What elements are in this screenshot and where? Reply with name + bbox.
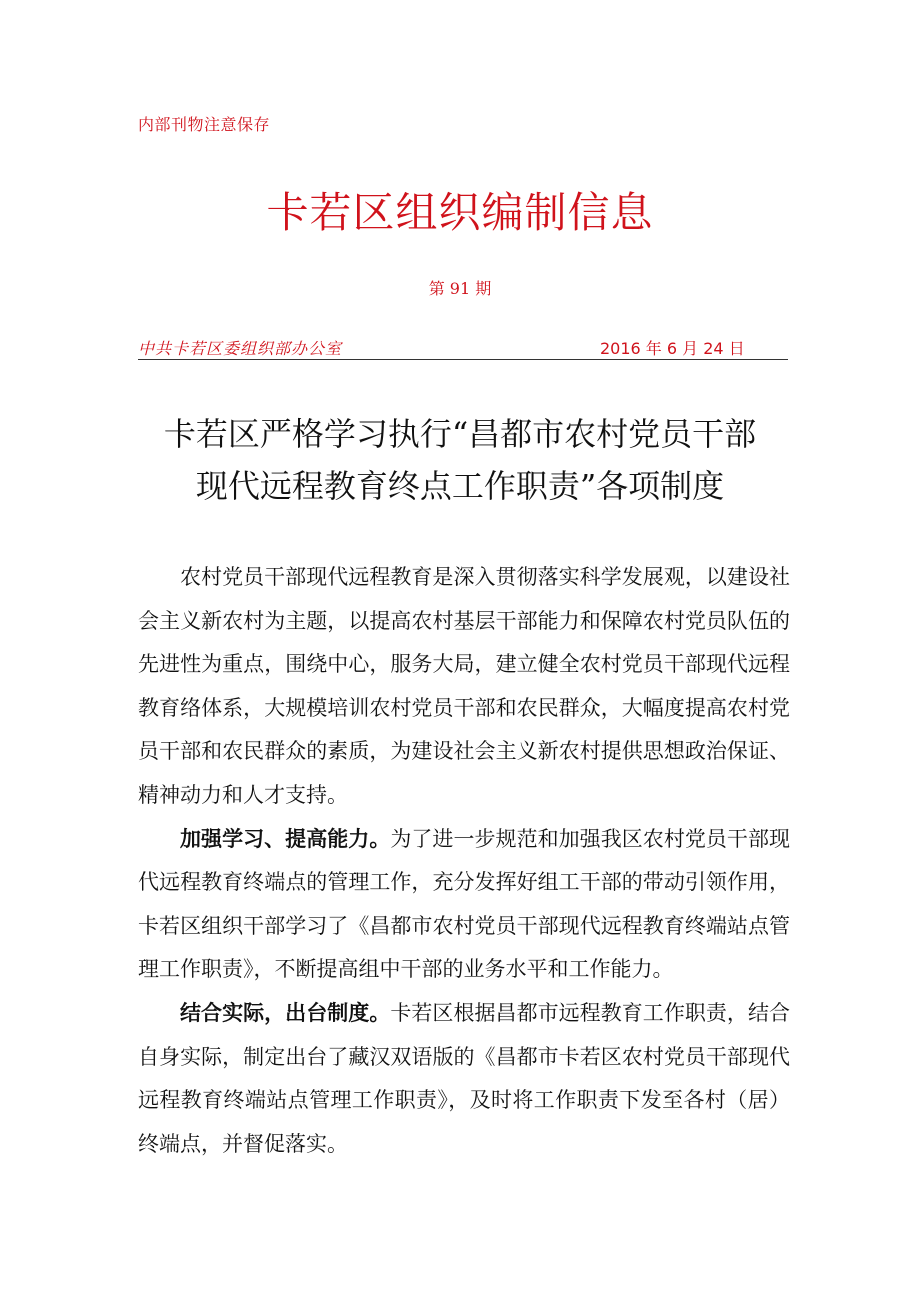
publisher-line <box>138 336 788 360</box>
publication-masthead: 卡若区组织编制信息 <box>266 188 654 237</box>
paragraph <box>138 556 790 818</box>
article-title-line-2: 现代远程教育终点工作职责”各项制度 <box>195 467 725 505</box>
paragraph-text: 农村党员干部现代远程教育是深入贯彻落实科学发展观，以建设社会主义新农村为主题，以提高农村基层干部能力和保障农村党员队伍的先进性为重点，围绕中心，服务大局，建立健全农村党员干部现代远程教育络体系，大规模培训农村党员干部和农民群众，大幅度提高农村党员干部和农民群众的素质，为建设社会主义新农村提供思想政治保证、精神动力和人才支持。 <box>138 565 790 807</box>
publisher-name: 中共卡若区委组织部办公室 <box>138 339 343 358</box>
article-title <box>120 408 800 512</box>
article-body <box>138 556 790 1166</box>
paragraph <box>138 992 790 1166</box>
header-divider <box>138 359 788 360</box>
issue-number: 第 91 期 <box>428 279 492 298</box>
paragraph-text: 卡若区根据昌都市远程教育工作职责，结合自身实际，制定出台了藏汉双语版的《昌都市卡若区农村党员干部现代远程教育终端站点管理工作职责》，及时将工作职责下发至各村（居）终端点，并督促落实。 <box>138 1000 791 1156</box>
paragraph-text: 为了进一步规范和加强我区农村党员干部现代远程教育终端点的管理工作，充分发挥好组工干部的带动引领作用，卡若区组织干部学习了《昌都市农村党员干部现代远程教育终端站点管理工作职责》，不断提高组中干部的业务水平和工作能力。 <box>138 826 791 982</box>
article-title-line-1: 卡若区严格学习执行“昌都市农村党员干部 <box>163 415 757 453</box>
internal-notice: 内部刊物注意保存 <box>138 115 271 134</box>
paragraph <box>138 818 790 992</box>
publish-date: 2016 年 6 月 24 日 <box>600 339 745 358</box>
paragraph-lead: 加强学习、提高能力。 <box>180 826 391 851</box>
paragraph-lead: 结合实际，出台制度。 <box>180 1000 391 1025</box>
